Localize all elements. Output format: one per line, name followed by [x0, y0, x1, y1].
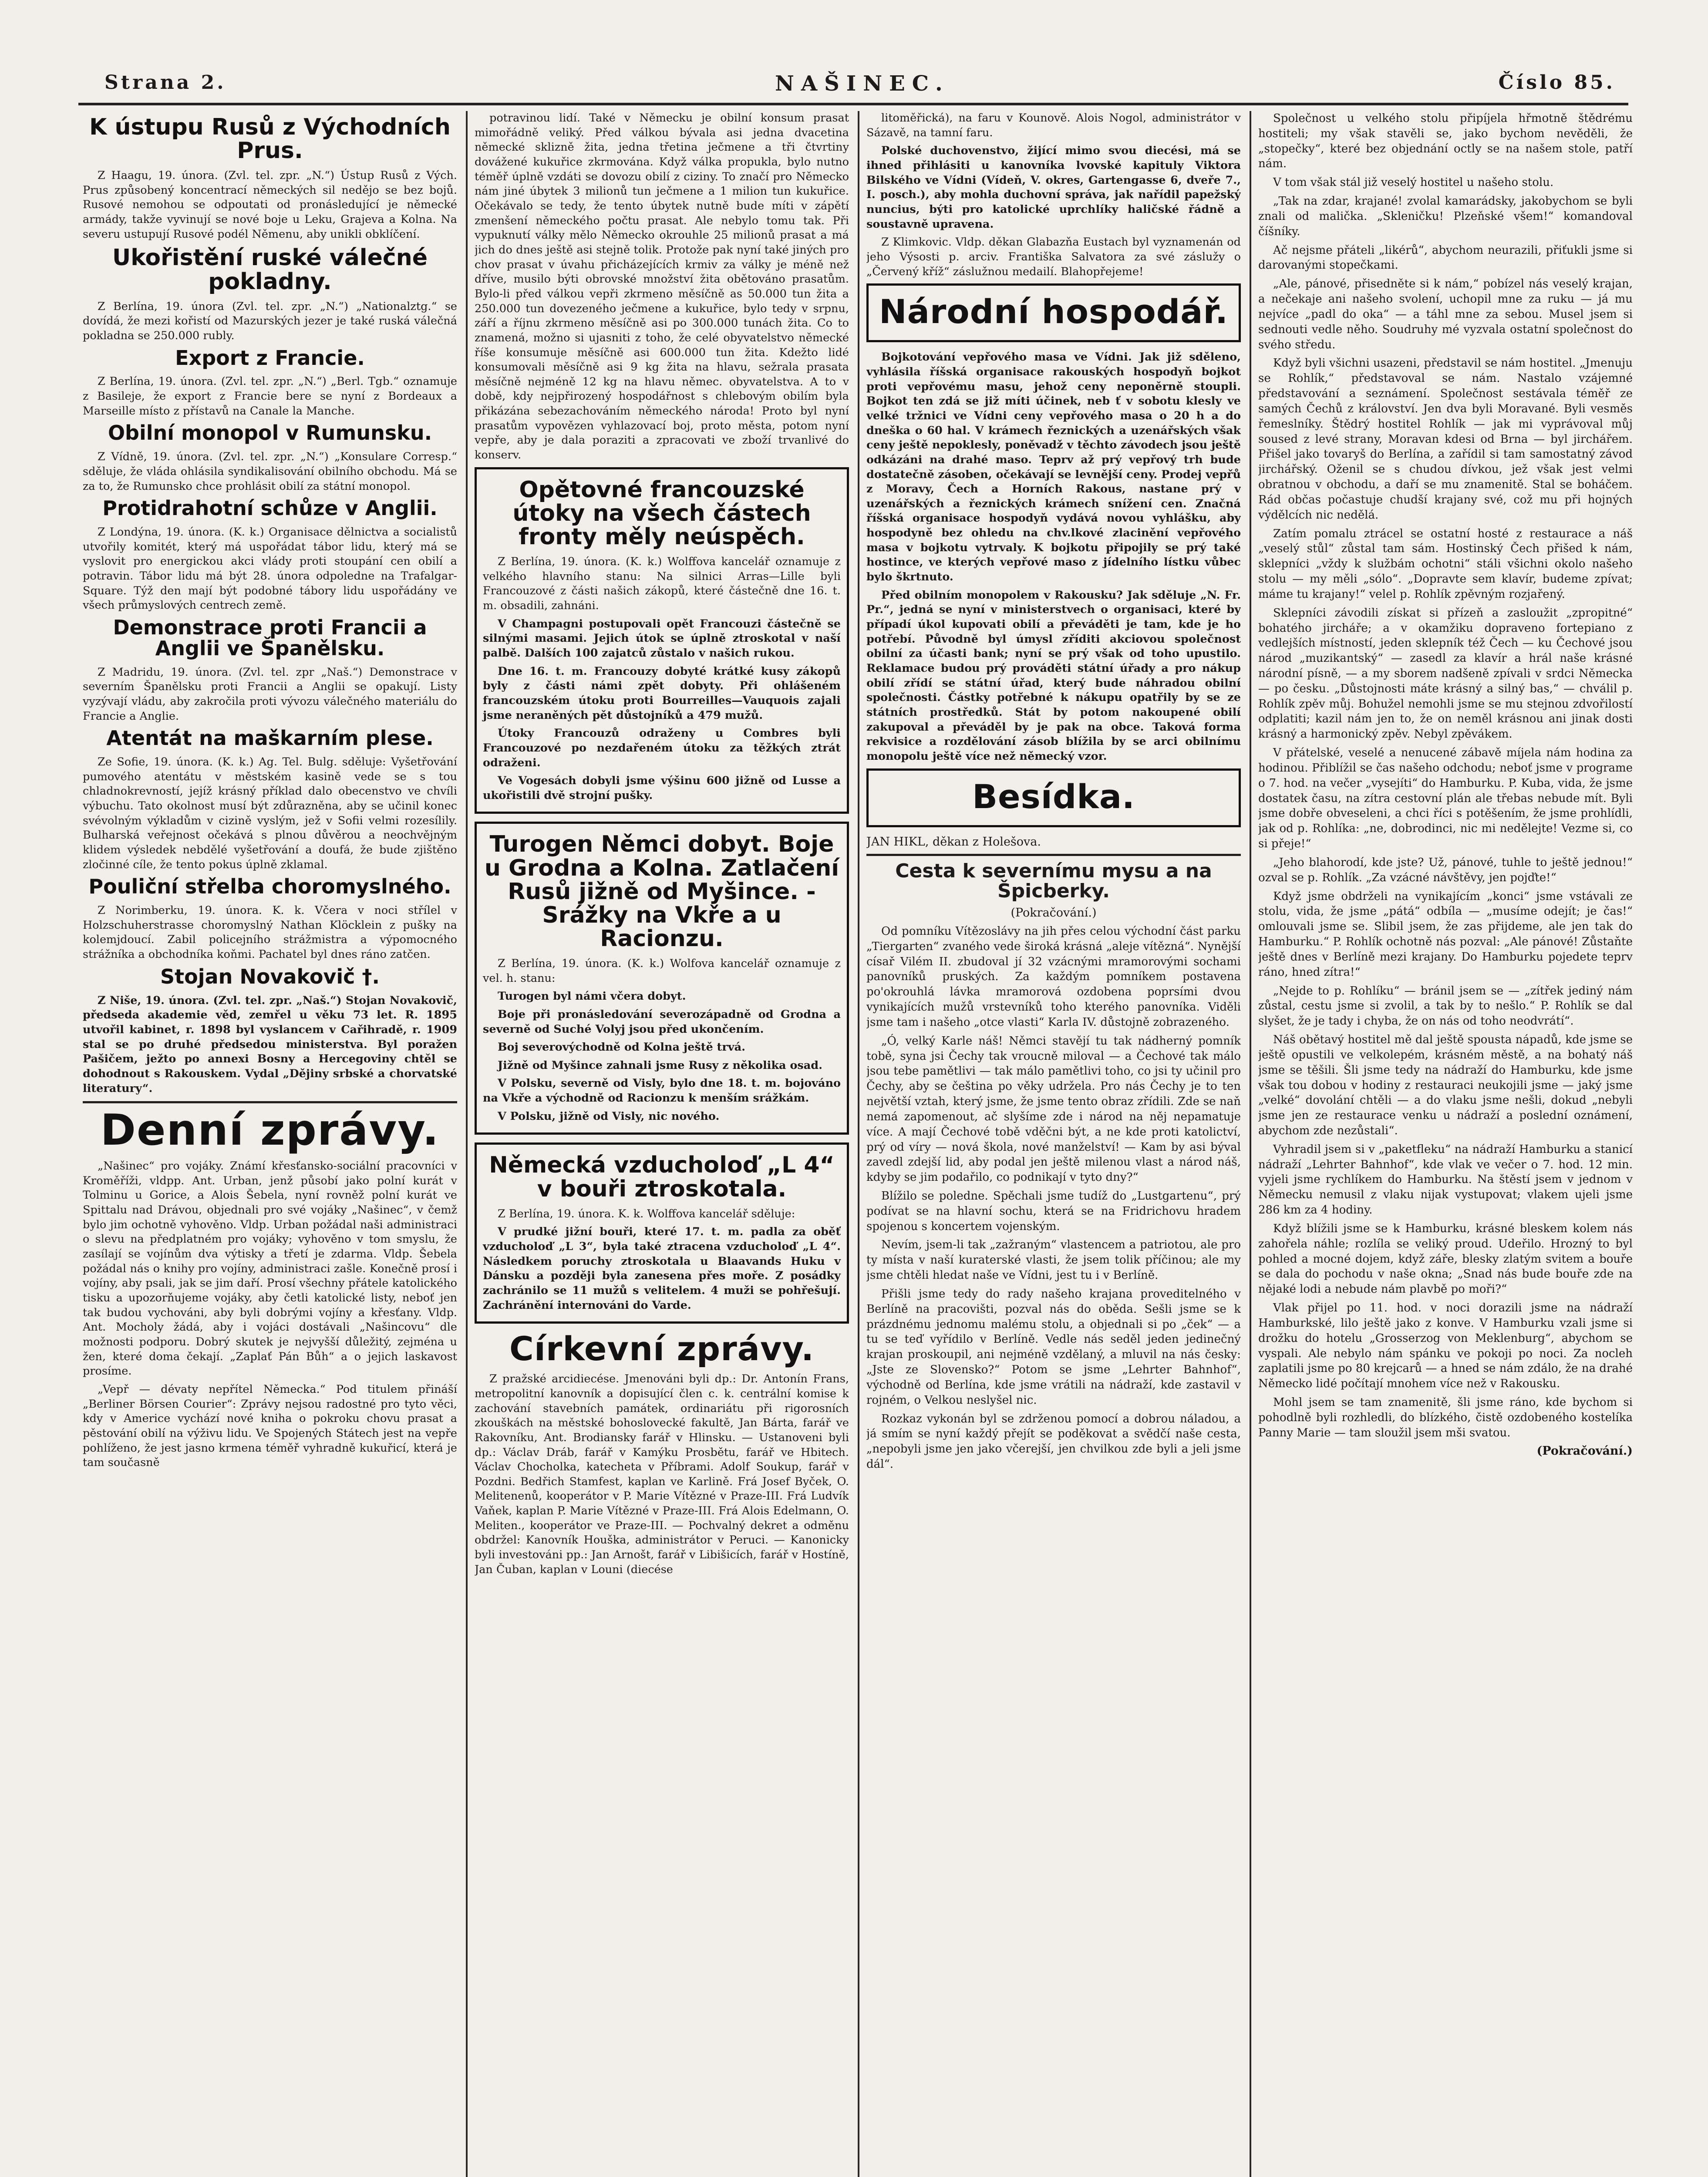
- section-title-box: [866, 768, 1241, 827]
- article-body: V Polsku, jižně od Visly, nic nového.: [498, 1109, 720, 1123]
- article-body: Přišli jsme tedy do rady našeho krajana proveditelného v Berlíně na pracovišti, pozval nás do oběda. Sešli jsme se k prázdnému jednomu malému stolu, a objednali si po „ček“ — a tu se teď vyřídilo v Berlíně. Vedle nás seděl jeden jedinečný krajan proskoupil, ani nejméně vzdělaný, a mluvil na nás česky: „Jste ze Slovensko?“ Potom se jsme „Lehrter Bahnhof“, východně od Berlína, kde jsme vrátili na nádraží, kde zastavil v rojném, o Velkou neslyšel nic.: [866, 1287, 1241, 1407]
- article-body: Z Vídně, 19. února. (Zvl. tel. zpr. „N.“) „Konsulare Corresp.“ sděluje, že vláda ohlásila syndikalisování obilního obchodu. Má se za to, že Rumunsko chce prohlásit obilí za státní monopol.: [83, 450, 457, 493]
- article-body: Z pražské arcidiecése. Jmenováni byli dp.: Dr. Antonín Frans, metropolitní kanovník a dopisující člen c. k. centrální komise k zachování stavebních památek, ordinariátu při rigorosních zkouškách na městské bohoslovecké fakultě, Jan Bárta, farář ve Rakovníku, Ant. Brodiansky farář v Hlinsku. — Ustanoveni byli dp.: Václav Dráb, farář v Kamýku Prosbětu, farář ve Hbitech. Václav Chocholka, katecheta v Příbrami. Adolf Soukup, farář v Pozdni. Bedřich Stamfest, kaplan ve Karlině. Frá Josef Byček, O. Melitenenů, kooperátor v P. Marie Vítězné v Praze-III. Frá Ludvík Vaňek, kaplan P. Marie Vítězné v Praze-III. Frá Alois Edelmann, O. Meliten., kooperátor ve Praze-III. — Pochvalný dekret a odměnu obdržel: Kanovník Houška, administrátor v Peruci. — Kanonicky byli investováni pp.: Jan Arnošt, farář v Libišicích, farář v Hostíně, Jan Čuban, kaplan v Louni (diecése: [475, 1372, 849, 1576]
- article-body: Z Norimberku, 19. února. K. k. Včera v noci střílel v Holzschuherstrasse choromyslný Nathan Klöcklein z pušky na kolemjdoucí. Zabil policejního strážmistra a výpomocného strážníka a obchodníka koňmi. Pachatel byl dnes ráno zatčen.: [83, 904, 457, 961]
- article-body: Útoky Francouzů odraženy u Combres byli Francouzové po nezdařeném útoku za těžkých ztrát odraženi.: [483, 727, 841, 769]
- article-body: Jižně od Myšince zahnali jsme Rusy z několika osad.: [498, 1058, 822, 1072]
- article-body: Mohl jsem se tam znamenitě, šli jsme ráno, kde bychom si pohodlně byli rozhledli, do blízkého, čistě ozdobeného kostelíka Panny Marie — tam sloužil jsem mši svatou.: [1258, 1396, 1633, 1439]
- article-body: V přátelské, veselé a nenucené zábavě míjela nám hodina za hodinou. Přiblížil se čas našeho odchodu; neboť jsme v programe o 7. hod. na večer „vysejíti“ do Hamburku. P. Kuba, vida, že jsme dostatek času, na zítra cestovní plán ale třebas nebude mít. Byli jsme dobře obveseleni, a chci říci s potěšením, že jsme prohlídli, jak od p. Rohlíka: „ne, dobrodinci, nic mi nedělejte! Vezme si, co si přeje!“: [1258, 746, 1633, 851]
- headline: Export z Francie.: [175, 346, 365, 370]
- author-line: JAN HIKL, děkan z Holešova.: [866, 835, 1041, 849]
- boxed-article: [475, 822, 849, 1135]
- article-body: „Tak na zdar, krajané! zvolal kamarádsky, jakobychom se byli znali od malička. „Skleničku! Plzeňské všem!“ komandoval číšníky.: [1258, 195, 1633, 238]
- section-title: Denní zprávy.: [100, 1105, 440, 1156]
- boxed-article: [475, 1142, 849, 1324]
- article-body: litoměřická), na faru v Kounově. Alois Nogol, administrátor v Sázavě, na tamní faru.: [866, 111, 1241, 139]
- section-title: Besídka.: [972, 777, 1135, 816]
- article-body: V Champagni postupovali opět Francouzi částečně se silnými masami. Jejich útok se úplně ztroskotal v naší palbě. Dalších 100 zajatců zůstalo v našich rukou.: [483, 617, 841, 660]
- article-body: Od pomníku Vítězoslávy na jih přes celou východní část parku „Tiergarten“ zvaného vede široká krásná „aleje vítězná“. Nynější císař Vilém II. zbudoval jí 32 vzácnými mramorovými sochami panovníků pruských. Za každým pomníkem postavena po'okrouhlá lávka mramorová ozdobena poprsími dvou vynikajících mužů vrstevníků toho kterého panovníka. Viděli jsme tam i našeho „otce vlasti“ Karla IV. důstojně zobrazeného.: [866, 924, 1241, 1029]
- article-body: Když byli všichni usazeni, představil se nám hostitel. „Jmenuju se Rohlík,“ představoval se nám. Nastalo vzájemné představování a seznámení. Společnost sestávala téměř ze samých Čechů z království. Jen dva byli Moravané. Byli vesměs řemeslníky. Štědrý hostitel Rohlík — jak mi vyprávoval můj soused z levé strany, Moravan kdesi od Brna — byl jirchářem. Přišel jako tovaryš do Berlína, a zařídil si tam samostatný závod jirchářský. Oženil se s chudou dívkou, jež však jest velmi obratnou v obchodu, a daří se mu znamenitě. Stal se boháčem. Rád občas počastuje chudší krajany své, což mu při hojných výdělcích nic nedělá.: [1258, 357, 1633, 522]
- article-body: Z Madridu, 19. února. (Zvl. tel. zpr „Naš.“) Demonstrace v severním Španělsku proti Francii a Anglii se opakují. Listy vyzývají vládu, aby zakročila proti vývozu válečného materiálu do Francie a Anglie.: [83, 665, 457, 723]
- article-body: Sklepníci závodili získat si přízeň a zasloužit „zpropitné“ bohatého jircháře; a v okamžiku dopraveno fortepiano z vedlejších místností, jeden sklepník též Čech — ku Čechové jsou národ „muzikantský“ — zasedl za klavír a hrál naše krásné národní písně, — a my sborem nadšeně zpívali v srdci Německa — po česku. „Důstojnosti máte krásný a silný bas,“ — chválil p. Rohlík zpěv můj. Bohužel nemohli jsme se mu stejnou zdvořilostí odplatiti; kazil nám jen to, že on neměl krásnou ani jinak dosti krásný a harmonický zpěv. Nebyl zpěvákem.: [1258, 606, 1633, 741]
- headline: Demonstrace proti Francii a Anglii ve Španělsku.: [113, 615, 427, 660]
- article-body: Z Berlína, 19. února. (K. k.) Wolfova kancelář oznamuje z vel. h. stanu:: [483, 957, 841, 985]
- article-body: potravinou lidí. Také v Německu je obilní konsum prasat mimořádně veliký. Před válkou bývala asi jedna dvacetina německé sklizně žita, jedna třetina ječmene a tři čtvrtiny dovážené kukuřice zkrmována. Když válka propukla, bylo nutno téměř úplně vzdáti se dovozu obilí z ciziny. To značí pro Německo nám jiné úbytek 3 milionů tun ječmene a 1 milion tun kukuřice. Očekávalo se tedy, že tento úbytek nutně bude míti v zápětí zmenšení německého počtu prasat. Ale nebylo tomu tak. Při vypuknutí války mělo Německo okrouhle 25 milionů prasat a má jich do dnes ještě asi stejně tolik. Protože pak nyní také jiných pro chov prasat v úvahu přicházejících krmiv za války je méně než dříve, musilo býti obrovské množství žita obětováno prasatům. Bylo-li před válkou vepři zkrmeno měsíčně as 50.000 tun žita a 250.000 tun dovezeného ječmene a kukuřice, bylo tedy v srpnu, září a říjnu zkrmeno měsíčně asi po 300.000 tunách žita. Co to znamená, možno si ujasniti z toho, že celé obyvatelstvo německé říše konsumuje měsíčně asi 600.000 tun žita. Kdežto lidé konsumovali měsíčně asi 9 kg žita na hlavu, sežrala prasata měsíčně nejméně 12 kg na hlavu němec. obyvatelstva. A to v době, kdy nejpřirozený hospodářnost s chlebovým obilím byla přikázána sebezachováním německého národa! Proto byl nyní prasatům vypovězen vyhlazovací boj, proto města, potom nyní vepře, aby je dala poraziti a zpracovati ve zboží trvanlivé do konserv.: [475, 111, 849, 462]
- article-body: Z Klimkovic. Vldp. děkan Glabazňa Eustach byl vyznamenán od jeho Výsosti p. arciv. Františka Salvatora za své záslužy o „Červený kříž“ záslužnou medailí. Blahopřejeme!: [866, 236, 1241, 278]
- headline: Pouliční střelba choromyslného.: [88, 875, 451, 899]
- article-body: Polské duchovenstvo, žijící mimo svou diecési, má se ihned přihlásiti u kanovníka lvovské kapituly Viktora Bilského ve Vídni (Vídeň, V. okres, Gartengasse 6, dveře 7., I. posch.), aby mohla duchovní správa, jak nařídil papežský nuncius, býti pro katolické uprchlíky haličské řádně a soustavně upravena.: [866, 144, 1241, 231]
- headline: Ukořistění ruské válečné pokladny.: [112, 245, 428, 295]
- article-body: Ve Vogesách dobyli jsme výšinu 600 jižně od Lusse a ukořistili dvě strojní pušky.: [483, 774, 841, 802]
- article-body: Bojkotování vepřového masa ve Vídni. Jak již sděleno, vyhlásila říšská organisace rakouských hospodyň bojkot proti vepřovému masu, jehož ceny neponěrně stoupli. Bojkot ten zdá se již míti účinek, neb ť v sobotu klesly ve velké tržnici ve Vídni ceny vepřového masa o 20 h a do dneška o 60 hal. V krámech řeznických a uzenářských však ceny ještě nepoklesly, poněvadž v těchto závodech jsou ještě odkázáni na drahé maso. Teprv až prý vepřový trh bude dostatečně zásoben, očekávají se levnější ceny. Prodej vepřů z Moravy, Čech a Horních Rakous, nastane prý v uzenářských a řeznických krámech snížení cen. Značná říšská organisace hospodyň vydává novou vyhlášku, aby hospodyně bez ohledu na chv.lkové zlacinění vepřového masa v bojkotu vytrvaly. K bojkotu připojily se prý také hostince, ve kterých vepřové maso z jídelního lístku vůbec bylo škrtnuto.: [866, 350, 1241, 584]
- article-body: „Jeho blahorodí, kde jste? Už, pánové, tuhle to ještě jednou!“ ozval se p. Rohlík. „Za vzácné návštěvy, jen pojďte!“: [1258, 856, 1633, 884]
- article-body: Dne 16. t. m. Francouzy dobyté krátké kusy zákopů byly z části námi zpět dobyty. Při ohlášeném francouzském útoku proti Bourreilles—Vauquois zajali jsme neraněných pět důstojníků a 479 mužů.: [483, 664, 841, 722]
- column-2: [475, 111, 849, 2177]
- page-number: Strana 2.: [104, 71, 226, 94]
- section-rule: [866, 854, 1241, 856]
- article-body: V tom však stál již veselý hostitel u našeho stolu.: [1273, 176, 1554, 189]
- article-body: Z Berlína, 19. února. K. k. Wolffova kancelář sděluje:: [498, 1207, 795, 1220]
- article-body: Z Haagu, 19. února. (Zvl. tel. zpr. „N.“) Ústup Rusů z Vých. Prus způsobený koncentrací německých sil nedějo se bez bojů. Rusové nemohou se odpoutati od pronásledující je německé armády, takže vyvinují se nové boje u Leku, Grajeva a Kolna. Na severu ustupují Rusové podél Němenu, aby unikli obklíčení.: [83, 169, 457, 241]
- column-3: [866, 111, 1241, 2177]
- article-body: Z Berlína, 19. února. (Zvl. tel. zpr. „N.“) „Berl. Tgb.“ oznamuje z Basileje, že export z Francie bere se nyní z Bordeaux a Marseille místo z přístavů na Canale la Manche.: [83, 375, 457, 418]
- article-body: Rozkaz vykonán byl se zdrženou pomocí a dobrou náladou, a já smím se nyní každý přejít se poděkovat a svědčí naše cesta, „nepobyli jsme jen jako včerejší, jen chvilkou zde byli a jeli jsme dál“.: [866, 1412, 1241, 1471]
- article-body: „Ó, velký Karle náš! Němci stavějí tu tak nádherný pomník tobě, syna jsi Čechy tak vroucně miloval — a Čechové tak málo jsou tebe pamětlivi — tak málo pamětlivi toho, co jsi ty učinil pro Čechy, aby se čeština po věky udržela. Pro nás Čechy je to ten největší vztah, který jsme, že jsme tento obraz zřídili. Zde se naň nemá zapomenout, ač slyšíme zde i národ na něj nepamatuje více. A mají Čechové tobě vděčni být, a ne kde proti katolictví, prý od víry — nová škola, nové manželství! — Kam by asi býval zavedl zdejší lid, aby podal jen ještě milenou vlast a národ náš, kdyby se jim podařilo, co podnikají v tyto dny?“: [866, 1034, 1241, 1184]
- article-body: Když jsme obdrželi na vynikajícím „konci“ jsme vstávali ze stolu, vida, že jsme „pátá“ odbíla — „musíme odejít; je čas!“ omlouvali jsme se. Slibil jsem, že zas přijdeme, ale jen tak do Hamburku.“ P. Rohlík ochotně nás pozval: „Ale pánové! Zůstaňte ještě dnes v Berlíně mezi krajany. Do Hamburku pojedete teprv ráno, hned zítra!“: [1258, 890, 1633, 979]
- article-body: Náš obětavý hostitel mě dal ještě spousta nápadů, kde jsme se ještě opustili ve velkolepém, krásném městě, a na bohatý náš jsme se těšili. Šli jsme tedy na nádraží do Hamburku, kde jsme však tou dobou v hodiny z restauraci neukojili jsme — jaký jsme „velké“ dovolání chtěli — a do vlaku jsme nešli, dokud „nebyli jsme jen ze restaurace venku u nádraží a poslední oznámení, abychom zde nezůstali“.: [1258, 1033, 1633, 1137]
- section-title: Církevní zprávy.: [509, 1329, 814, 1368]
- issue-number: Číslo 85.: [1498, 71, 1615, 94]
- section-title: Národní hospodář.: [879, 292, 1228, 331]
- headline: Opětovné francouzské útoky na všech částech fronty měly neúspěch.: [512, 476, 811, 550]
- article-body: Ze Sofie, 19. února. (K. k.) Ag. Tel. Bulg. sděluje: Vyšetřování pumového atentátu v městském kasině vede se s tou chladnokrevností, jejíž krásný příklad dalo obecenstvo ve chvíli výbuchu. Tato okolnost musí být zdůrazněna, aby se učinil konec svévolným výkladům v cizině vyslým, jež v Sofii velmi rozesílily. Bulharská veřejnost očekává s plnou důvěrou a neochvějným klidem výsledek nebdělé vyšetřování a doufá, že bude zjištěno zločinné cíle, že tento pokus úplně zklamal.: [83, 755, 457, 871]
- article-body: Turogen byl námi včera dobyt.: [498, 990, 686, 1003]
- masthead: [78, 65, 1628, 105]
- article-body: Blížilo se poledne. Spěchali jsme tudíž do „Lustgartenu“, prý podívat se na hlavní sochu, která se na Fridrichovu hradem spojenou s koncertem vojenským.: [866, 1189, 1241, 1233]
- column-divider: [858, 111, 859, 2177]
- headline: Německá vzducholoď „L 4“ v bouři ztroskotala.: [489, 1152, 835, 1202]
- column-4: [1258, 111, 1633, 2177]
- headline: Obilní monopol v Rumunsku.: [108, 421, 432, 445]
- feuilleton-title: Cesta k severnímu mysu a na Špicberky.: [895, 859, 1212, 903]
- article-body: Společnost u velkého stolu připíjela hřmotně štědrému hostiteli; my však stavěli se, jako bychom nevěděli, že „stopečky“, které bez objednání octly se na našem stole, patří nám.: [1258, 112, 1633, 171]
- article-body: Zatím pomalu ztrácel se ostatní hosté z restaurace a náš „veselý stůl“ zůstal tam sám. Hostinský Čech přišed k nám, sklepníci „vždy k službám ochotni“ stáli všichni okolo našeho stolu — my měli „sólo“. „Dopravte sem klavír, budeme zpívat; máme tu krajany!“ velel p. Rohlík zpěvným rozjařený.: [1258, 527, 1633, 601]
- continuation-note: (Pokračování.): [1011, 906, 1097, 920]
- headline: Atentát na maškarním plese.: [106, 726, 434, 750]
- column-divider: [466, 111, 468, 2177]
- article-body: Z Berlína, 19. února. (K. k.) Wolffova kancelář oznamuje z velkého hlavního stanu: Na silnici Arras—Lille byli Francouzové z části našich zákopů, které částečně dne 16. t. m. obsadili, zahnáni.: [483, 555, 841, 612]
- headline: K ústupu Rusů z Východních Prus.: [89, 114, 451, 164]
- column-divider: [1250, 111, 1251, 2177]
- article-body: Vlak přijel po 11. hod. v noci dorazili jsme na nádraží Hamburkské, lilo ještě jako z konve. V Hamburku vzali jsme si drožku do hotelu „Grosserzog von Meklenburg“, abychom se vyspali. Ale nebylo nám spánku ve pokoji po noci. Za nocleh zaplatili jsme po 80 krejcarů — a hned se nám zdálo, že na drahé Německo lidé počítají mnohem více než v Rakousku.: [1258, 1301, 1633, 1391]
- article-body: Před obilním monopolem v Rakousku? Jak sděluje „N. Fr. Pr.“, jedná se nyní v ministerstvech o organisaci, které by případí úkol kupovati obilí a převáděti je tam, kde je ho potřebí. Původně byl úmysl zříditi akciovou společnost obilní za účasti bank; nyní se prý však od toho upustilo. Reklamace budou prý prováděti státní úřady a pro nákup obilí zřídí se státní úřad, který bude náhradou obilní společnosti. Částky potřebné k nákupu opatřily by se ze státních prostředků. Stát by potom nakoupené obilí zakupoval a převáděl by je pak na obce. Taková forma rekvisice a rozdělování zásob blížila by se arci obilnímu monopolu ještě více než německý vzor.: [866, 588, 1241, 763]
- headline: Turogen Němci dobyt. Boje u Grodna a Kolna. Zatlačení Rusů jižně od Myšince. - Srážky na Vkře a u Racionzu.: [484, 831, 839, 952]
- column-1: [83, 111, 457, 2177]
- headline: Protidrahotní schůze v Anglii.: [102, 496, 438, 520]
- article-body: V prudké jižní bouři, které 17. t. m. padla za oběť vzducholoď „L 3“, byla také ztracena vzducholoď „L 4“. Následkem poruchy ztroskotala u Blaavands Huku v Dánsku a později byla zanesena přes moře. Z posádky zachránilo se 11 mužů s velitelem. 4 muži se pohřešují. Zachránění internováni do Varde.: [483, 1225, 841, 1312]
- article-body: Z Berlína, 19. února (Zvl. tel. zpr. „N.“) „Nationalztg.“ se dovídá, že mezi kořistí od Mazurských jezer je také ruská válečná pokladna se 250.000 rubly.: [83, 300, 457, 342]
- article-body: Z Londýna, 19. února. (K. k.) Organisace dělnictva a socialistů utvořily komitét, který má uspořádat tábor lidu, který má se vyslovit pro energickou akci vlády proti stoupání cen obilí a potravin. Tábor lidu má být 28. února odpoledne na Trafalgar-Square. Týž den mají být podobné tábory lidu uspořádány ve všech průmyslových centrech země.: [83, 525, 457, 612]
- article-body: Boj severovýchodně od Kolna ještě trvá.: [498, 1041, 745, 1054]
- article-body: V Polsku, severně od Visly, bylo dne 18. t. m. bojováno na Vkře a východně od Racionzu k menším srážkám.: [483, 1077, 841, 1105]
- article-body: „Našinec“ pro vojáky. Známí křesťansko-sociální pracovníci v Kroměříži, vldpp. Ant. Urban, jenž působí jako polní kurát v Tolminu u Gorice, a Alois Šebela, nyní rovněž polní kurát ve Spittalu nad Drávou, objednali pro své vojáky „Našinec“, v čemž bylo jim ochotně vyhověno. Vldp. Urban požádal naši administraci o slevu na předplatném pro vojáky; vyhověno v tom smyslu, že zasílají se vojínům dva výtisky a třetí je zdarma. Vldp. Šebela požádal nás o knihy pro vojíny, administraci zašle. Konečně prosí i vojíny, aby psali, jak se jim daří. Prosí všechny přátele katolického tisku a upozorňujeme vojáky, aby četli katolické listy, neboť jen tak budou vychováni, aby byli dobrými vojíny a křesťany. Vldp. Ant. Mocholy žádá, aby i vojáci dostávali „Našincovu“ dle možnosti podporu. Dobrý skutek je nejvyšší důležitý, zejména u žen, které doma čekají. „Zaplať Pán Bůh“ a o jejich laskavost prosíme.: [83, 1159, 457, 1378]
- headline: Stojan Novakovič †.: [160, 964, 380, 988]
- article-body: Ač nejsme přáteli „likérů“, abychom neurazili, přiťukli jsme si darovanými stopečkami.: [1258, 243, 1633, 272]
- article-body: „Nejde to p. Rohlíku“ — bránil jsem se — „zítřek jediný nám zůstal, cestu jsme si zvolil, a tak by to nešlo.“ P. Rohlík se dal slyšet, že je tady i chyba, že on nás od toho neodvrátí“.: [1258, 984, 1633, 1028]
- article-body: Když blížili jsme se k Hamburku, krásné bleskem kolem nás zahořela náhle; rozlíla se veliký proud. Udeřilo. Hrozný to byl pohled a mocné dojem, když záře, blesky zlatým svitem a bouře se dala do pochodu v naše okna; „Snad nás bude bouře zde na nějaké lodi a nebude nám plavbě po moři?“: [1258, 1222, 1633, 1296]
- article-body: „Ale, pánové, přisedněte si k nám,“ pobízel nás veselý krajan, a nečekaje ani našeho svolení, uchopil mne za ruku — já mu nejvíce „padl do oka“ — a táhl mne za sebou. Musel jsem si sednouti vedle něho. Soudruhy mé vyzvala ostatní společnost do svého středu.: [1258, 277, 1633, 351]
- article-body: Vyhradil jsem si v „paketfleku“ na nádraží Hamburku a stanicí nádraží „Lehrter Bahnhof“, kde vlak ve večer o 7. hod. 12 min. vyjeli jsme rychlíkem do Hamburku. Na štěstí jsem v jednom v Německu nemusil z vlaku nijak vystupovat; vlakem ujeli jsme 286 km za 4 hodiny.: [1258, 1142, 1633, 1217]
- article-body: Z Niše, 19. února. (Zvl. tel. zpr. „Naš.“) Stojan Novakovič, předseda akademie věd, zemřel u věku 73 let. R. 1895 utvořil kabinet, r. 1898 byl vyslancem v Cařihradě, r. 1909 stal se po druhé předsedou ministerstva. Byl poražen Pašičem, ježto po annexi Bosny a Hercegoviny chtěl se dohodnout s Rakouskem. Vydal „Dějiny srbské a chorvatské literatury“.: [83, 994, 457, 1095]
- continuation-note: (Pokračování.): [1536, 1444, 1633, 1458]
- section-title-box: [866, 283, 1241, 342]
- boxed-article: [475, 467, 849, 814]
- article-body: „Vepř — dévaty nepřítel Německa.“ Pod titulem přináší „Berliner Börsen Courier“: Zprávy nejsou radostné pro tyto věci, kdy v Americe vychází nové kniha o pokroku chovu prasat a pěstování obilí na výživu lidu. Ve Spojených Státech jest na vepře pohlíženo, že jest jasno krmena téměř vyhradně kukuřicí, která je tam současně: [83, 1382, 457, 1469]
- masthead-rule: [78, 103, 1628, 105]
- article-body: Boje při pronásledování severozápadně od Grodna a severně od Suché Volyj jsou před ukončením.: [483, 1008, 841, 1036]
- section-rule: [83, 1101, 457, 1103]
- newspaper-title: NAŠINEC.: [775, 71, 950, 96]
- article-body: Nevím, jsem-li tak „zažraným“ vlastencem a patriotou, ale pro ty místa v naší kuraterské vlasti, že jsem tolik příčinou; ale my jsme chtěli hledat naše ve Vídni, jest tu i v Berlíně.: [866, 1238, 1241, 1282]
